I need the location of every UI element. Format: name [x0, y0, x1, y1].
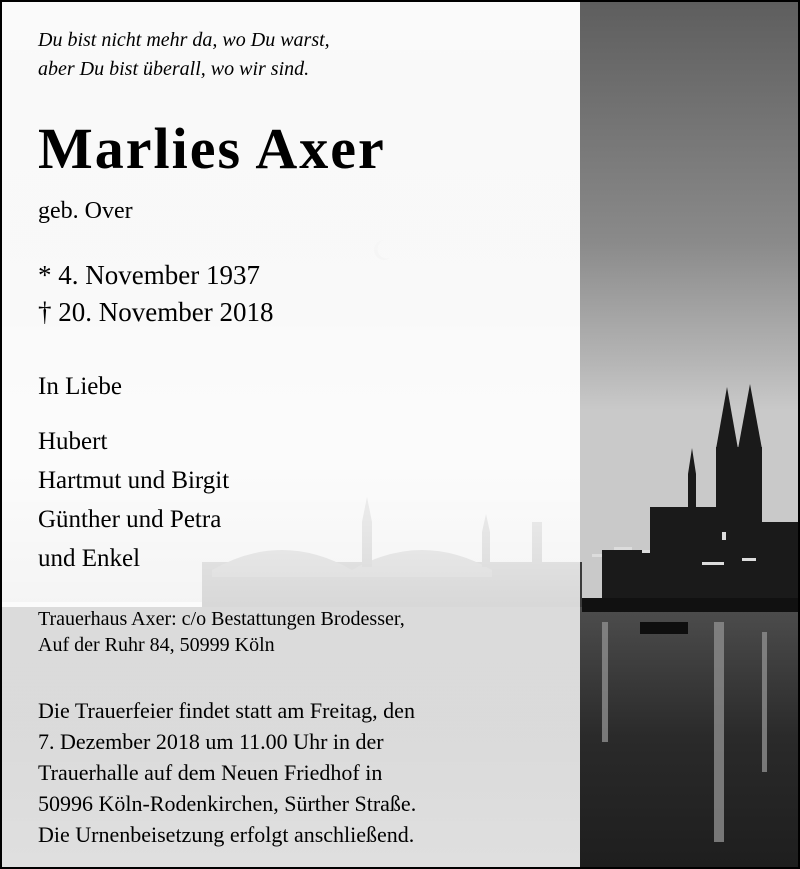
death-date: † 20. November 2018 — [38, 297, 274, 327]
address-line: Trauerhaus Axer: c/o Bestattungen Brodesser, — [38, 608, 405, 630]
service-line: Die Trauerfeier findet statt am Freitag, den — [38, 698, 415, 723]
mourner-name: Hartmut und Birgit — [38, 467, 230, 494]
quote-line: Du bist nicht mehr da, wo Du warst, — [38, 29, 330, 51]
maiden-name: geb. Over — [38, 198, 133, 224]
funeral-service-info — [38, 695, 416, 850]
mourning-house-address — [38, 606, 405, 658]
embankment — [582, 598, 798, 612]
memorial-quote — [38, 26, 330, 84]
life-dates — [38, 257, 273, 331]
mourner-name: Günther und Petra — [38, 506, 222, 533]
boat — [640, 622, 688, 634]
quote-line: aber Du bist überall, wo wir sind. — [38, 58, 310, 80]
service-line: Die Urnenbeisetzung erfolgt anschließend. — [38, 822, 415, 847]
mourners-list — [38, 422, 229, 578]
mourner-name: und Enkel — [38, 545, 141, 572]
service-line: 7. Dezember 2018 um 11.00 Uhr in der — [38, 729, 384, 754]
birth-date: * 4. November 1937 — [38, 260, 260, 290]
mourner-name: Hubert — [38, 428, 108, 455]
mourners-intro: In Liebe — [38, 373, 122, 400]
service-line: 50996 Köln-Rodenkirchen, Sürther Straße. — [38, 791, 417, 816]
service-line: Trauerhalle auf dem Neuen Friedhof in — [38, 760, 383, 785]
address-line: Auf der Ruhr 84, 50999 Köln — [38, 634, 275, 656]
deceased-name: Marlies Axer — [38, 116, 386, 181]
